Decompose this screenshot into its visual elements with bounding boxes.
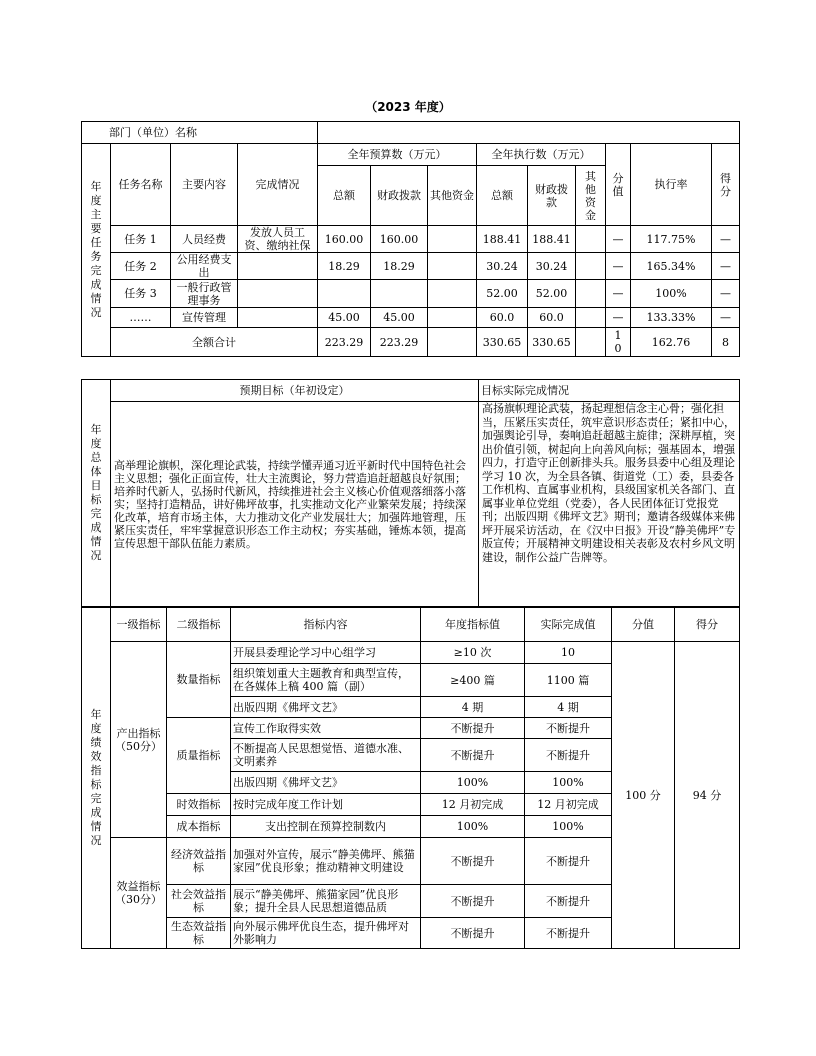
exec-other — [576, 308, 606, 328]
header-completion: 完成情况 — [238, 144, 318, 226]
exec-other — [576, 253, 606, 280]
task-content: 宣传管理 — [171, 308, 238, 328]
header-exec-other: 其他资金 — [576, 166, 606, 226]
exec-total: 52.00 — [477, 280, 528, 308]
indicator-target: 不断提升 — [421, 885, 525, 918]
header-score-value: 分值 — [606, 144, 631, 226]
exec-other — [576, 280, 606, 308]
task-name: 任务 2 — [111, 253, 171, 280]
task-name: …… — [111, 308, 171, 328]
indicator-content: 出版四期《佛坪文艺》 — [231, 697, 421, 718]
budget-other — [428, 308, 477, 328]
header-budget-group: 全年预算数（万元） — [318, 144, 477, 166]
exec-fiscal: 60.0 — [528, 308, 576, 328]
header-main-content: 主要内容 — [171, 144, 238, 226]
score-value: — — [606, 280, 631, 308]
dept-value — [318, 122, 740, 144]
total-score-value: 10 — [606, 328, 631, 357]
output-indicator-label: 产出指标（50分） — [111, 642, 167, 838]
task-name: 任务 1 — [111, 226, 171, 253]
header-budget-total: 总额 — [318, 166, 371, 226]
total-row — [82, 328, 740, 357]
total-score-value: 100 分 — [612, 642, 675, 949]
budget-total: 45.00 — [318, 308, 371, 328]
social-indicator-label: 社会效益指标 — [167, 885, 231, 918]
task-name: 任务 3 — [111, 280, 171, 308]
indicator-actual: 100% — [525, 816, 612, 838]
indicator-actual: 不断提升 — [525, 739, 612, 772]
actual-goal-header: 目标实际完成情况 — [479, 380, 740, 402]
task-content: 公用经费支出 — [171, 253, 238, 280]
score: — — [712, 253, 740, 280]
total-score: 94 分 — [675, 642, 740, 949]
year-label: （2023 年度） — [365, 100, 451, 114]
header-score: 得分 — [675, 608, 740, 642]
expected-goal-header: 预期目标（年初设定） — [111, 380, 479, 402]
indicator-content: 支出控制在预算控制数内 — [231, 816, 421, 838]
indicator-target: 100% — [421, 816, 525, 838]
total-exec-rate: 162.76 — [631, 328, 712, 357]
indicator-content: 出版四期《佛坪文艺》 — [231, 772, 421, 794]
actual-goal-text: 高扬旗帜理论武装，扬起理想信念主心骨；强化担当，压紧压实责任，筑牢意识形态责任；紧扣中心，加强舆论引导，奏响追赶超越主旋律；深耕厚植，突出价值引领，树起向上向善风向标；强基固本，增强四力，打造守正创新排头兵。服务县委中心组及理论学习 10 次，为全县各镇、街道党（工）委，县委各工作机构、直属事业机构，县级国家机关各部门、直属事业单位党组（党委），各人民团体征订党报党刊；出版四期《佛坪文艺》期刊；邀请各级媒体来佛坪开展采访活动，在《汉中日报》开设“静美佛坪”专版宣传；开展精神文明建设相关表彰及农村乡风文明建设，制作公益广告牌等。 — [479, 402, 740, 607]
budget-fiscal — [371, 280, 428, 308]
quantity-indicator-label: 数量指标 — [167, 642, 231, 718]
overall-goal-table — [81, 379, 740, 607]
score: — — [712, 280, 740, 308]
expected-goal-text: 高举理论旗帜，深化理论武装，持续学懂弄通习近平新时代中国特色社会主义思想；强化正面宣传，壮大主流舆论，努力营造追赶超越良好氛围；培养时代新人，弘扬时代新风，持续推进社会主义核心价值观落细落小落实；坚持打造精品，讲好佛坪故事，扎实推动文化产业繁荣发展；持续深化改革，培育市场主体，大力推动文化产业发展壮大；加强阵地管理，压紧压实责任，牢牢掌握意识形态工作主动权；夯实基础，锤炼本领，提高宣传思想干部队伍能力素质。 — [111, 402, 479, 607]
indicator-target: ≥400 篇 — [421, 664, 525, 697]
cost-indicator-label: 成本指标 — [167, 816, 231, 838]
total-exec-fiscal: 330.65 — [528, 328, 576, 357]
total-score: 8 — [712, 328, 740, 357]
exec-total: 60.0 — [477, 308, 528, 328]
exec-fiscal: 188.41 — [528, 226, 576, 253]
budget-other — [428, 253, 477, 280]
economic-indicator-label: 经济效益指标 — [167, 838, 231, 885]
exec-other — [576, 226, 606, 253]
indicator-target: 4 期 — [421, 697, 525, 718]
budget-fiscal: 160.00 — [371, 226, 428, 253]
budget-total — [318, 280, 371, 308]
header-score: 得分 — [712, 144, 740, 226]
exec-fiscal: 30.24 — [528, 253, 576, 280]
exec-fiscal: 52.00 — [528, 280, 576, 308]
indicator-target: 不断提升 — [421, 718, 525, 739]
header-exec-group: 全年执行数（万元） — [477, 144, 606, 166]
timeliness-indicator-label: 时效指标 — [167, 794, 231, 816]
header-task-name: 任务名称 — [111, 144, 171, 226]
table-row — [82, 253, 740, 280]
dept-label: 部门（单位）名称 — [82, 122, 318, 144]
indicator-actual: 不断提升 — [525, 918, 612, 949]
indicator-actual: 10 — [525, 642, 612, 664]
total-budget-total: 223.29 — [318, 328, 371, 357]
indicator-target: ≥10 次 — [421, 642, 525, 664]
task-completion — [238, 308, 318, 328]
task-completion — [238, 253, 318, 280]
budget-fiscal: 18.29 — [371, 253, 428, 280]
header-exec-total: 总额 — [477, 166, 528, 226]
section3-side-label: 年度绩效指标完成情况 — [82, 608, 111, 949]
score: — — [712, 226, 740, 253]
score: — — [712, 308, 740, 328]
task-completion — [238, 280, 318, 308]
table-row — [82, 280, 740, 308]
budget-fiscal: 45.00 — [371, 308, 428, 328]
table-row — [82, 642, 740, 664]
task-completion-table — [81, 121, 740, 357]
indicator-actual: 不断提升 — [525, 838, 612, 885]
indicator-content: 加强对外宣传，展示“静美佛坪、熊猫家园”优良形象；推动精神文明建设 — [231, 838, 421, 885]
quality-indicator-label: 质量指标 — [167, 718, 231, 794]
exec-total: 188.41 — [477, 226, 528, 253]
budget-total: 160.00 — [318, 226, 371, 253]
indicator-actual: 4 期 — [525, 697, 612, 718]
total-exec-total: 330.65 — [477, 328, 528, 357]
total-label: 全额合计 — [111, 328, 318, 357]
total-budget-fiscal: 223.29 — [371, 328, 428, 357]
indicator-target: 100% — [421, 772, 525, 794]
exec-rate: 165.34% — [631, 253, 712, 280]
task-completion: 发放人员工资、缴纳社保 — [238, 226, 318, 253]
score-value: — — [606, 226, 631, 253]
indicator-target: 12 月初完成 — [421, 794, 525, 816]
indicator-target: 不断提升 — [421, 838, 525, 885]
exec-rate: 117.75% — [631, 226, 712, 253]
exec-rate: 100% — [631, 280, 712, 308]
table-row — [82, 308, 740, 328]
header-exec-fiscal: 财政拨款 — [528, 166, 576, 226]
indicator-content: 开展县委理论学习中心组学习 — [231, 642, 421, 664]
indicator-content: 组织策划重大主题教育和典型宣传，在各媒体上稿 400 篇（副） — [231, 664, 421, 697]
task-content: 人员经费 — [171, 226, 238, 253]
header-budget-fiscal: 财政拨款 — [371, 166, 428, 226]
budget-other — [428, 280, 477, 308]
indicator-content: 展示“静美佛坪、熊猫家园”优良形象；提升全县人民思想道德品质 — [231, 885, 421, 918]
header-level1: 一级指标 — [111, 608, 167, 642]
header-exec-rate: 执行率 — [631, 144, 712, 226]
section2-side-label: 年度总体目标完成情况 — [82, 380, 111, 607]
header-indicator-content: 指标内容 — [231, 608, 421, 642]
indicator-target: 不断提升 — [421, 739, 525, 772]
indicator-actual: 100% — [525, 772, 612, 794]
budget-total: 18.29 — [318, 253, 371, 280]
exec-total: 30.24 — [477, 253, 528, 280]
section1-side-label: 年度主要任务完成情况 — [82, 144, 111, 357]
performance-indicator-table — [81, 607, 740, 949]
header-level2: 二级指标 — [167, 608, 231, 642]
score-value: — — [606, 308, 631, 328]
indicator-actual: 12 月初完成 — [525, 794, 612, 816]
header-score-value: 分值 — [612, 608, 675, 642]
total-exec-other — [576, 328, 606, 357]
exec-rate: 133.33% — [631, 308, 712, 328]
header-target-value: 年度指标值 — [421, 608, 525, 642]
indicator-actual: 不断提升 — [525, 718, 612, 739]
task-content: 一般行政管理事务 — [171, 280, 238, 308]
indicator-content: 按时完成年度工作计划 — [231, 794, 421, 816]
total-budget-other — [428, 328, 477, 357]
indicator-content: 向外展示佛坪优良生态，提升佛坪对外影响力 — [231, 918, 421, 949]
ecological-indicator-label: 生态效益指标 — [167, 918, 231, 949]
score-value: — — [606, 253, 631, 280]
header-actual-value: 实际完成值 — [525, 608, 612, 642]
indicator-actual: 1100 篇 — [525, 664, 612, 697]
indicator-content: 不断提高人民思想觉悟、道德水准、文明素养 — [231, 739, 421, 772]
table-row — [82, 226, 740, 253]
benefit-indicator-label: 效益指标（30分） — [111, 838, 167, 949]
budget-other — [428, 226, 477, 253]
indicator-target: 不断提升 — [421, 918, 525, 949]
header-budget-other: 其他资金 — [428, 166, 477, 226]
indicator-actual: 不断提升 — [525, 885, 612, 918]
indicator-content: 宣传工作取得实效 — [231, 718, 421, 739]
